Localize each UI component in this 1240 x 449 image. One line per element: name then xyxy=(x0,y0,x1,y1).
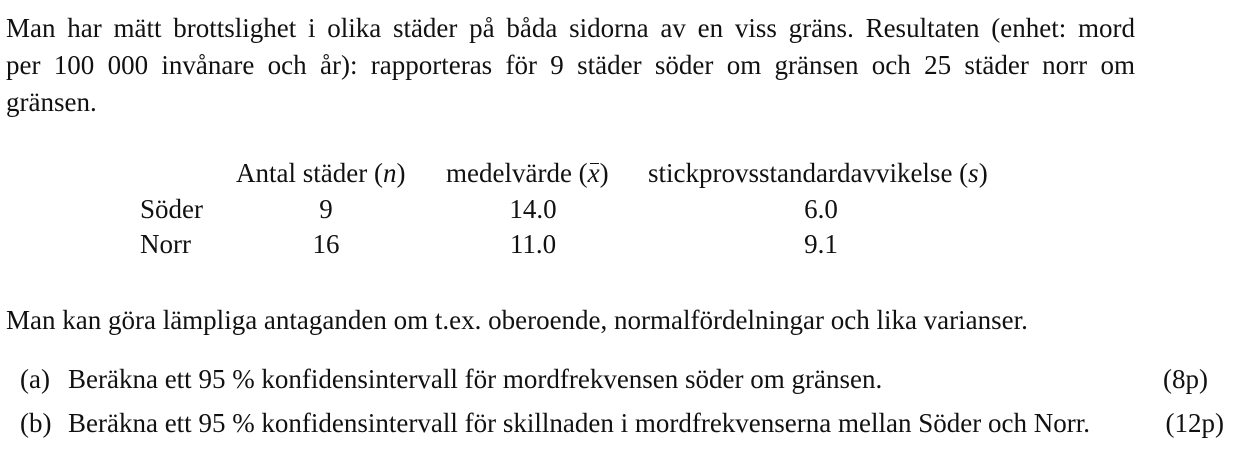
question-a-points: (8p) xyxy=(1163,364,1208,394)
row-soder-n: 9 xyxy=(319,194,333,224)
problem-intro xyxy=(6,10,1135,121)
row-name-norr: Norr xyxy=(140,229,191,259)
question-b-label: (b) xyxy=(20,408,52,438)
assumption-text: Man kan göra lämpliga antaganden om t.ex. oberoende, normalfördelningar och lika varianser. xyxy=(6,305,1028,335)
intro-line-2: per 100 000 invånare och år): rapporteras för 9 städer söder om gränsen och 25 städer norr om xyxy=(6,50,1135,80)
row-norr-mean: 11.0 xyxy=(509,229,557,259)
header-s: stickprovsstandardavvikelse (s) xyxy=(648,158,988,188)
question-a-label: (a) xyxy=(20,364,50,394)
row-soder-mean: 14.0 xyxy=(509,194,557,224)
xbar-symbol: x xyxy=(587,158,600,188)
question-b-text: Beräkna ett 95 % konfidensintervall för skillnaden i mordfrekvenserna mellan Söder och Norr. xyxy=(68,408,1090,438)
row-name-soder: Söder xyxy=(140,194,203,224)
intro-line-3: gränsen. xyxy=(6,87,97,117)
intro-line-1: Man har mätt brottslighet i olika städer på båda sidorna av en viss gräns. Resultaten (enhet: mord xyxy=(6,13,1135,43)
header-n: Antal städer (n) xyxy=(236,158,406,188)
row-soder-s: 6.0 xyxy=(804,194,838,224)
row-norr-s: 9.1 xyxy=(804,229,838,259)
row-norr-n: 16 xyxy=(312,229,340,259)
header-mean: medelvärde (x) xyxy=(446,158,609,188)
question-a-text: Beräkna ett 95 % konfidensintervall för mordfrekvensen söder om gränsen. xyxy=(68,364,883,394)
question-b-points: (12p) xyxy=(1165,408,1224,438)
